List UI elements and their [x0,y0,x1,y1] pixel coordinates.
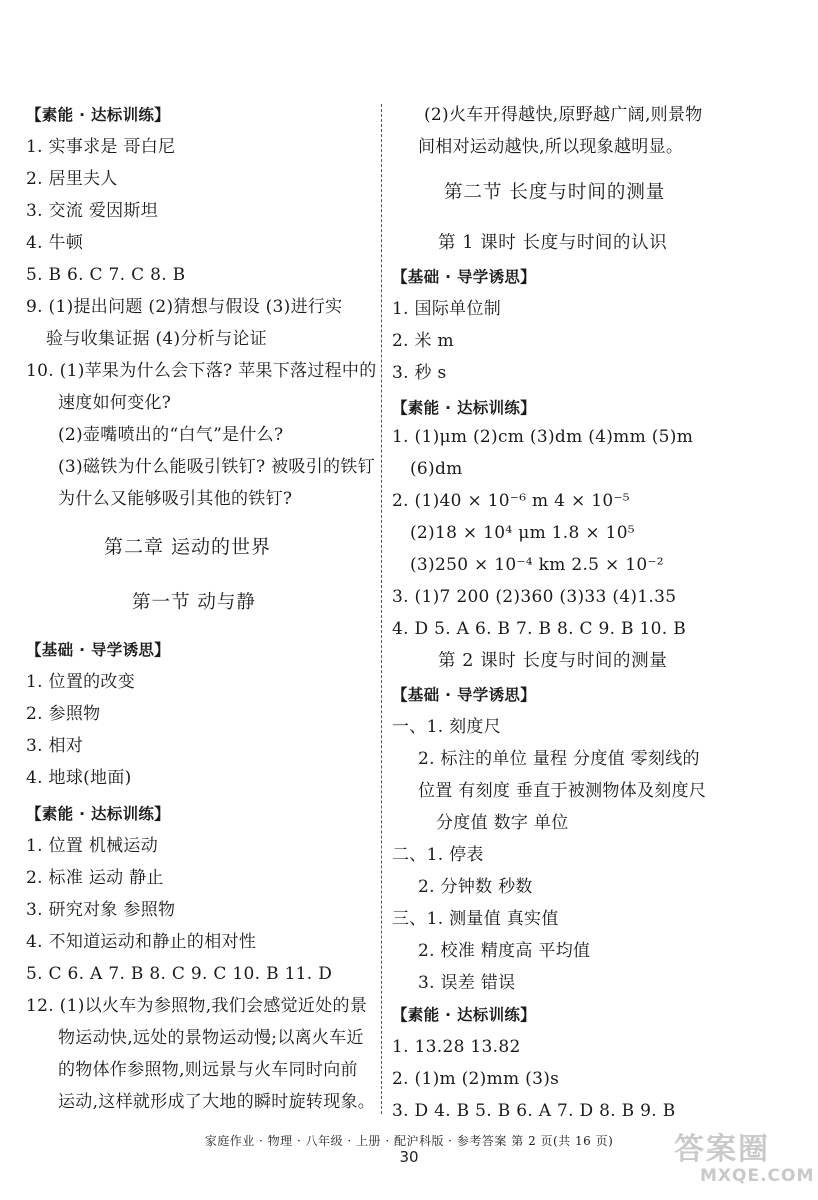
watermark-logo [670,1122,815,1194]
answer-line: (2)火车开得越快,原野越广阔,则景物 [424,105,703,125]
answer-line: 2. 标注的单位 量程 分度值 零刻线的 [418,749,700,769]
answer-line: 1. 国际单位制 [392,299,502,319]
answer-line: 1. (1)μm (2)cm (3)dm (4)mm (5)m [392,427,694,447]
answer-line: 4. 牛顿 [26,233,84,253]
answer-line: 为什么又能够吸引其他的铁钉? [58,489,293,509]
answer-line: 1. 位置的改变 [26,672,136,692]
answer-line: 2. 米 m [392,331,454,351]
answer-line: (3)磁铁为什么能吸引铁钉? 被吸引的铁钉 [58,457,375,477]
answer-line: (2)18 × 10⁴ μm 1.8 × 10⁵ [410,523,635,543]
watermark-url: MXQE.COM [700,1166,815,1186]
page-footer: 家庭作业 · 物理 · 八年级 · 上册 · 配沪科版 · 参考答案 第 2 页(共 16 页) [204,1134,614,1148]
answer-line: (6)dm [410,459,463,479]
answer-line: 3. (1)7 200 (2)360 (3)33 (4)1.35 [392,587,677,607]
answer-line: 9. (1)提出问题 (2)猜想与假设 (3)进行实 [26,297,343,317]
answer-line: 3. 误差 错误 [418,973,516,993]
answer-line: 验与收集证据 (4)分析与论证 [46,329,267,349]
answer-line: (2)壶嘴喷出的“白气”是什么? [58,425,284,445]
answer-line: 2. 参照物 [26,704,101,724]
answer-line: 1. 位置 机械运动 [26,836,159,856]
answer-line: 一、1. 刻度尺 [392,717,502,737]
heading-guide: 【基础 · 导学诱思】 [392,686,536,704]
answer-line: 分度值 数字 单位 [436,813,569,833]
answer-line: 4. 不知道运动和静止的相对性 [26,932,257,952]
answer-line: 5. B 6. C 7. C 8. B [26,265,186,285]
heading-practice: 【素能 · 达标训练】 [392,1006,536,1024]
lesson-title: 第 1 课时 长度与时间的认识 [438,233,668,253]
heading-practice: 【素能 · 达标训练】 [26,805,170,823]
answer-line: 12. (1)以火车为参照物,我们会感觉近处的景 [26,996,368,1016]
answer-line: 4. D 5. A 6. B 7. B 8. C 9. B 10. B [392,619,686,639]
answer-line: 2. 校准 精度高 平均值 [418,941,591,961]
answer-line: 5. C 6. A 7. B 8. C 9. C 10. B 11. D [26,964,333,984]
answer-line: 2. (1)m (2)mm (3)s [392,1069,560,1089]
answer-line: 2. 分钟数 秒数 [418,877,533,897]
answer-line: 速度如何变化? [58,393,172,413]
lesson-title: 第 2 课时 长度与时间的测量 [438,651,668,671]
chapter-title: 第二章 运动的世界 [104,536,272,558]
answer-line: 运动,这样就形成了大地的瞬时旋转现象。 [58,1092,376,1112]
answer-line: 2. 标准 运动 静止 [26,868,164,888]
answer-line: 10. (1)苹果为什么会下落? 苹果下落过程中的 [26,361,377,381]
answer-line: 2. 居里夫人 [26,169,118,189]
answer-line: 三、1. 测量值 真实值 [392,909,559,929]
answer-line: 的物体作参照物,则远景与火车同时向前 [58,1060,358,1080]
section-title: 第二节 长度与时间的测量 [444,182,666,203]
page-number: 30 [399,1148,419,1166]
section-title: 第一节 动与静 [132,592,256,613]
answer-line: 3. 相对 [26,736,84,756]
watermark-text: 答案圈 [674,1132,770,1167]
answer-line: 1. 实事求是 哥白尼 [26,137,176,157]
heading-guide: 【基础 · 导学诱思】 [26,641,170,659]
answer-line: 间相对运动越快,所以现象越明显。 [418,137,684,157]
answer-line: 1. 13.28 13.82 [392,1037,521,1057]
answer-line: 3. 秒 s [392,363,447,383]
answer-line: 位置 有刻度 垂直于被测物体及刻度尺 [418,781,707,801]
answer-line: 3. 研究对象 参照物 [26,900,176,920]
heading-guide: 【基础 · 导学诱思】 [392,268,536,286]
answer-line: 二、1. 停表 [392,845,484,865]
answer-line: 3. 交流 爱因斯坦 [26,201,159,221]
answer-line: (3)250 × 10⁻⁴ km 2.5 × 10⁻² [410,555,664,575]
answer-line: 4. 地球(地面) [26,768,132,788]
answer-line: 3. D 4. B 5. B 6. A 7. D 8. B 9. B [392,1101,676,1121]
column-divider [381,104,382,1114]
answer-line: 物运动快,远处的景物运动慢;以离火车近 [58,1028,364,1048]
heading-practice: 【素能 · 达标训练】 [26,106,170,124]
heading-practice: 【素能 · 达标训练】 [392,399,536,417]
answer-line: 2. (1)40 × 10⁻⁶ m 4 × 10⁻⁵ [392,491,630,511]
